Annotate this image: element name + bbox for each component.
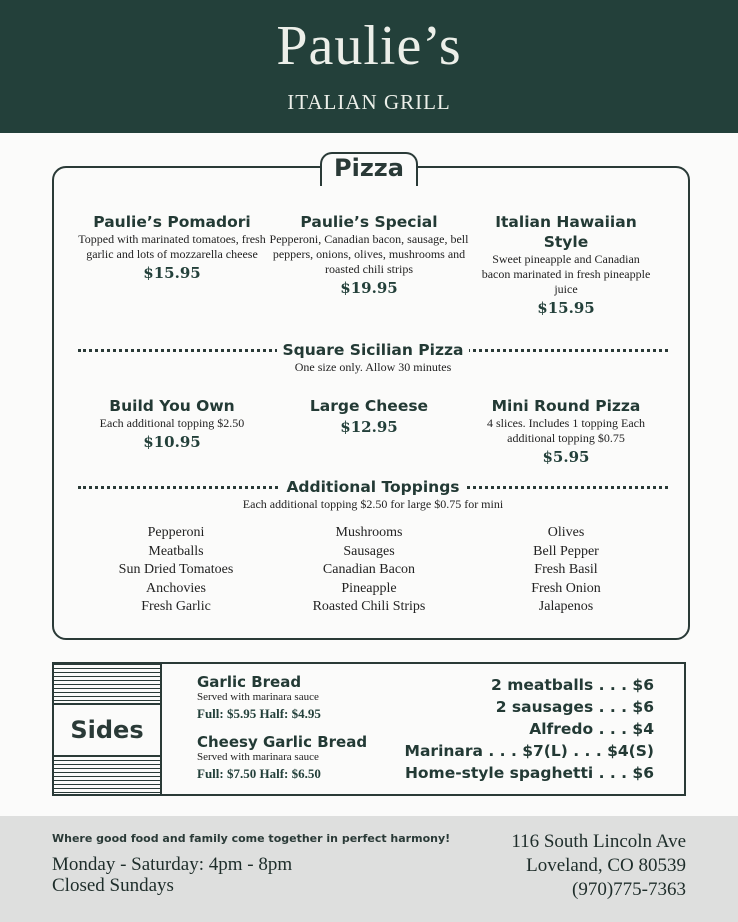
pizza-item-desc: 4 slices. Includes 1 topping Each additional topping $0.75 [487,416,645,445]
topping: Bell Pepper [533,543,599,559]
topping: Sausages [343,543,395,559]
sides-extras-list [405,674,654,784]
toppings-column-1 [76,524,276,617]
business-hours [52,854,292,896]
side-item-price: Full: $7.50 Half: $6.50 [197,766,321,781]
hours-weekdays: Monday - Saturday: 4pm - 8pm [52,854,293,875]
extra-item: Alfredo . . . $4 [529,720,654,738]
topping: Anchovies [146,580,206,596]
pizza-item [269,396,469,438]
tagline: Where good food and family come together in perfect harmony! [52,832,451,845]
topping: Fresh Basil [534,562,598,578]
pizza-item-name: Build You Own [109,397,235,415]
extra-item: Marinara . . . $7(L) . . . $4(S) [404,742,654,760]
pizza-item [72,212,272,284]
topping: Roasted Chili Strips [312,599,426,615]
pizza-item-price: $15.95 [537,299,595,317]
extra-item: 2 meatballs . . . $6 [491,676,654,694]
toppings-column-3 [466,524,666,617]
pizza-item-name: Paulie’s Special [300,213,438,231]
topping: Pineapple [341,580,397,596]
topping: Jalapenos [538,599,594,615]
header-banner [0,0,738,133]
pizza-item-desc: Sweet pineapple and Canadian bacon marinated in fresh pineapple juice [481,252,651,296]
topping: Olives [547,525,585,540]
side-item-desc: Served with marinara sauce [197,751,319,763]
pizza-item-name: Paulie’s Pomadori [93,213,251,231]
topping: Fresh Garlic [141,599,211,615]
city-state-zip: Loveland, CO 80539 [526,855,686,876]
restaurant-subtitle: ITALIAN GRILL [287,90,451,114]
topping: Mushrooms [335,525,403,540]
phone-number: (970)775-7363 [572,879,686,900]
sicilian-divider [78,340,668,375]
address-block [511,830,686,902]
pizza-item [269,212,469,299]
topping: Canadian Bacon [322,562,416,578]
side-item-name: Garlic Bread [197,673,302,691]
side-item-desc: Served with marinara sauce [197,691,319,703]
side-item-name: Cheesy Garlic Bread [197,733,368,751]
pizza-item-name: Mini Round Pizza [491,397,641,415]
pizza-item-name: Large Cheese [309,397,429,415]
pizza-item-price: $10.95 [143,433,201,451]
extra-item: 2 sausages . . . $6 [495,698,654,716]
pizza-item [466,396,666,468]
extra-item: Home-style spaghetti . . . $6 [404,764,654,782]
toppings-column-2 [269,524,469,617]
pizza-item-name: Italian Hawaiian Style [495,213,637,251]
sides-title: Sides [70,716,144,744]
pizza-item-price: $19.95 [340,279,398,297]
pizza-item-price: $15.95 [143,264,201,282]
toppings-divider [78,477,668,512]
pizza-item-desc: Each additional topping $2.50 [99,416,245,430]
sicilian-note: One size only. Allow 30 minutes [294,360,452,374]
topping: Sun Dried Tomatoes [118,562,234,578]
topping: Meatballs [148,543,204,559]
pizza-section-title: Pizza [334,154,404,182]
topping: Fresh Onion [531,580,601,596]
pizza-item [466,212,666,319]
pizza-item-price: $5.95 [542,448,590,466]
sicilian-title: Square Sicilian Pizza [277,341,470,359]
toppings-title: Additional Toppings [280,478,465,496]
topping: Pepperoni [147,525,205,540]
restaurant-name: Paulie’s [276,15,462,77]
street-address: 116 South Lincoln Ave [511,831,686,852]
pizza-item-desc: Topped with marinated tomatoes, fresh garlic and lots of mozzarella cheese [78,232,266,261]
pizza-item-desc: Pepperoni, Canadian bacon, sausage, bell peppers, onions, olives, mushrooms and roasted chili strips [269,232,469,276]
hours-closed: Closed Sundays [52,875,174,896]
pizza-item [72,396,272,453]
toppings-note: Each additional topping $2.50 for large $0.75 for mini [242,497,504,511]
pizza-item-price: $12.95 [340,418,398,436]
side-item-price: Full: $5.95 Half: $4.95 [197,706,321,721]
sides-label-box [54,703,160,757]
